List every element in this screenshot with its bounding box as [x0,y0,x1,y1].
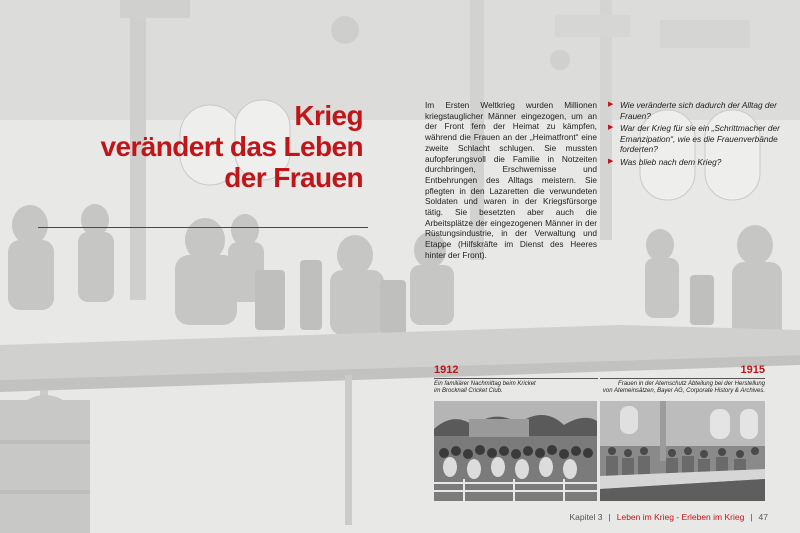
title-line: der Frauen [224,162,363,193]
cricket-club-photo [434,401,597,501]
photo-year-1912: 1912 [434,364,459,376]
intro-paragraph: Im Ersten Weltkrieg wurden Millionen kriegstauglicher Männer eingezogen, um an der Front fern der Heimat zu kämpfen, während die Frauen an der „Heimatfront“ eine zweite Schlacht schlugen. Sie mussten aufopferungsvoll die Familie in Notzeiten durchbringen, Erschwernisse und Entbehrungen des Alltags meistern. Sie pflegten in den Lazaretten die verwundeten Soldaten und waren in der Kriegsfürsorge tätig. Sie besetzten aber auch die Arbeitsplätze der eingezogenen Männer in der Rüstungsindustrie, in der Verwaltung und Etappe (Hilfskräfte im Dienst des Heeres hinter der Front). [425,100,597,260]
triangle-bullet-icon: ▶ [608,157,614,165]
year-underline [600,378,765,379]
chapter-label: Kapitel 3 [569,512,603,522]
title-rule-divider [38,227,368,228]
question-item: ▶ War der Krieg für sie ein „Schrittmacher der Emanzipation“, wie es die Frauenverbände forderten? [608,123,780,155]
title-line: Krieg [294,100,363,131]
question-list [608,100,798,170]
triangle-bullet-icon: ▶ [608,101,614,108]
year-underline [434,378,598,379]
question-item: ▶ Was blieb nach dem Krieg? [608,156,722,167]
section-label: Leben im Krieg - Erleben im Krieg [616,512,745,522]
photo-caption: Ein familiärer Nachmittag beim Kricket im Brocknall Cricket Club. [434,381,536,395]
photo-caption: Frauen in der Atemschutz Abteilung bei der Herstellung von Atemeinsätzen, Bayer AG, Corporate History & Archives. [602,381,765,395]
question-item: ▶ Wie veränderte sich dadurch der Alltag der Frauen? [608,100,777,121]
footer-separator: | [608,512,611,522]
page-number: 47 [758,512,768,522]
page-title [101,100,363,193]
factory-workers-photo [600,401,765,501]
triangle-bullet-icon: ▶ [608,124,614,132]
title-line: verändert das Leben [100,131,363,162]
page-footer [569,512,768,522]
photo-year-1915: 1915 [740,364,765,376]
footer-separator: | [750,512,753,522]
